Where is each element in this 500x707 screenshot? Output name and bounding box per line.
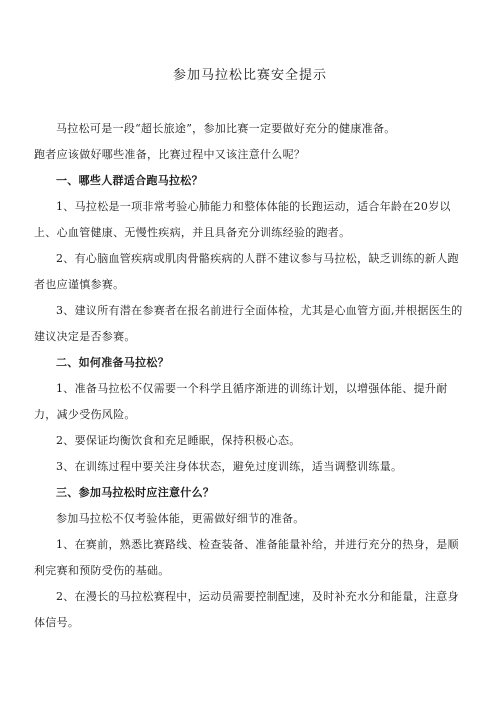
document-title: 参加马拉松比赛安全提示 [172,68,327,83]
intro-paragraph-1: 马拉松可是一段“超长旅途”，参加比赛一定要做好充分的健康准备。 [56,122,396,135]
section-3-paragraph-2: 1、在赛前，熟悉比赛路线、检查装备、准备能量补给，并进行充分的热身，是顺利完赛和预防受伤的基础。 [34,538,459,577]
section-1-heading: 一、哪些人群适合跑马拉松？ [56,174,203,187]
section-3-paragraph-3: 2、在漫长的马拉松赛程中，运动员需要控制配速，及时补充水分和能量，注意身体信号。 [34,590,459,629]
section-2-paragraph-2: 2、要保证均衡饮食和充足睡眠，保持积极心态。 [56,434,301,447]
section-1-paragraph-2: 2、有心脑血管疾病或肌肉骨骼疾病的人群不建议参与马拉松，缺乏训练的新人跑者也应谨慎参赛。 [34,252,459,291]
section-1-paragraph-3: 3、建议所有潜在参赛者在报名前进行全面体检，尤其是心血管方面,并根据医生的建议决定是否参赛。 [34,304,463,343]
intro-paragraph-2: 跑者应该做好哪些准备，比赛过程中又该注意什么呢？ [34,148,306,161]
section-3-paragraph-1: 参加马拉松不仅考验体能，更需做好细节的准备。 [56,512,305,525]
section-2-paragraph-1: 1、准备马拉松不仅需要一个科学且循序渐进的训练计划，以增强体能、提升耐力，减少受伤风险。 [34,382,448,421]
section-2-heading: 二、如何准备马拉松？ [56,356,169,369]
section-3-heading: 三、参加马拉松时应注意什么？ [56,486,215,499]
section-1-paragraph-1: 1、马拉松是一项非常考验心肺能力和整体体能的长跑运动，适合年龄在20岁以上、心血管健康、无慢性疾病，并且具备充分训练经验的跑者。 [34,200,451,239]
section-2-paragraph-3: 3、在训练过程中要关注身体状态，避免过度训练，适当调整训练量。 [56,460,403,473]
